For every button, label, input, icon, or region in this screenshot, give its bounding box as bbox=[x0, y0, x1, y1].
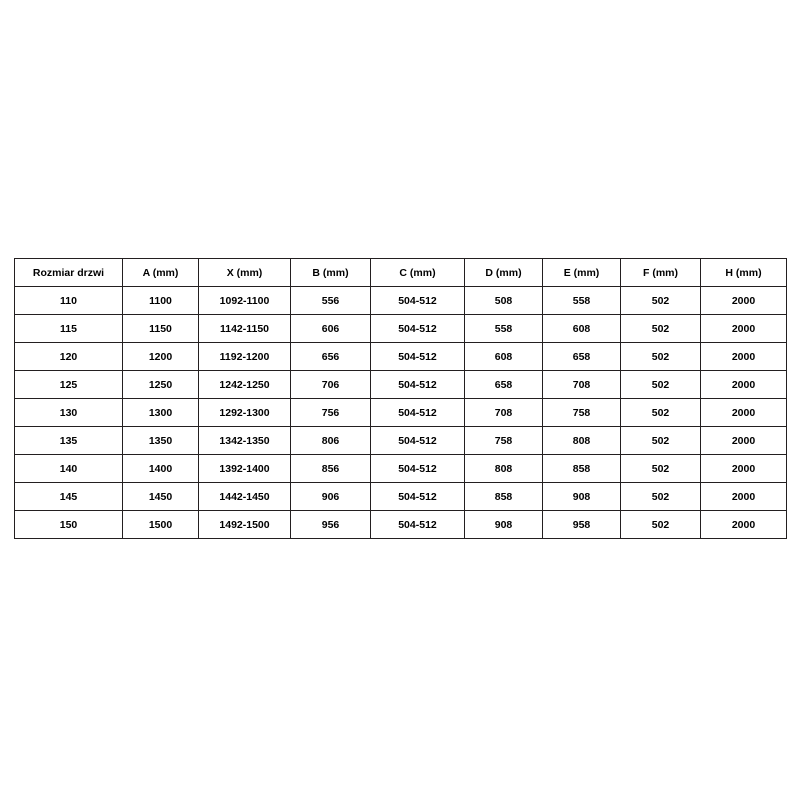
cell-c: 504-512 bbox=[371, 427, 465, 455]
cell-h: 2000 bbox=[701, 455, 787, 483]
cell-d: 808 bbox=[465, 455, 543, 483]
cell-f: 502 bbox=[621, 315, 701, 343]
table-row bbox=[15, 399, 787, 427]
cell-b: 856 bbox=[291, 455, 371, 483]
cell-c: 504-512 bbox=[371, 371, 465, 399]
cell-d: 608 bbox=[465, 343, 543, 371]
cell-h: 2000 bbox=[701, 511, 787, 539]
cell-x: 1142-1150 bbox=[199, 315, 291, 343]
cell-e: 808 bbox=[543, 427, 621, 455]
cell-b: 956 bbox=[291, 511, 371, 539]
cell-x: 1292-1300 bbox=[199, 399, 291, 427]
cell-e: 758 bbox=[543, 399, 621, 427]
cell-d: 708 bbox=[465, 399, 543, 427]
cell-f: 502 bbox=[621, 427, 701, 455]
cell-e: 558 bbox=[543, 287, 621, 315]
table-row bbox=[15, 315, 787, 343]
cell-f: 502 bbox=[621, 371, 701, 399]
table-row bbox=[15, 511, 787, 539]
cell-a: 1250 bbox=[123, 371, 199, 399]
cell-f: 502 bbox=[621, 399, 701, 427]
cell-door-size: 140 bbox=[15, 455, 123, 483]
cell-x: 1392-1400 bbox=[199, 455, 291, 483]
cell-c: 504-512 bbox=[371, 511, 465, 539]
cell-x: 1442-1450 bbox=[199, 483, 291, 511]
door-size-spec-table bbox=[14, 258, 787, 539]
table-row bbox=[15, 343, 787, 371]
cell-c: 504-512 bbox=[371, 455, 465, 483]
cell-door-size: 130 bbox=[15, 399, 123, 427]
cell-a: 1350 bbox=[123, 427, 199, 455]
table-row bbox=[15, 427, 787, 455]
column-header-f: F (mm) bbox=[621, 259, 701, 287]
spec-table-container bbox=[14, 258, 786, 539]
cell-b: 656 bbox=[291, 343, 371, 371]
cell-h: 2000 bbox=[701, 483, 787, 511]
cell-a: 1100 bbox=[123, 287, 199, 315]
cell-h: 2000 bbox=[701, 343, 787, 371]
cell-a: 1500 bbox=[123, 511, 199, 539]
cell-b: 806 bbox=[291, 427, 371, 455]
table-row bbox=[15, 371, 787, 399]
cell-b: 756 bbox=[291, 399, 371, 427]
cell-c: 504-512 bbox=[371, 287, 465, 315]
column-header-door-size: Rozmiar drzwi bbox=[15, 259, 123, 287]
cell-c: 504-512 bbox=[371, 315, 465, 343]
cell-c: 504-512 bbox=[371, 483, 465, 511]
cell-h: 2000 bbox=[701, 427, 787, 455]
cell-h: 2000 bbox=[701, 371, 787, 399]
cell-door-size: 145 bbox=[15, 483, 123, 511]
cell-b: 606 bbox=[291, 315, 371, 343]
column-header-h: H (mm) bbox=[701, 259, 787, 287]
cell-e: 658 bbox=[543, 343, 621, 371]
cell-c: 504-512 bbox=[371, 343, 465, 371]
cell-e: 858 bbox=[543, 455, 621, 483]
column-header-c: C (mm) bbox=[371, 259, 465, 287]
cell-d: 758 bbox=[465, 427, 543, 455]
column-header-a: A (mm) bbox=[123, 259, 199, 287]
table-row bbox=[15, 287, 787, 315]
cell-f: 502 bbox=[621, 287, 701, 315]
cell-e: 908 bbox=[543, 483, 621, 511]
cell-b: 706 bbox=[291, 371, 371, 399]
cell-e: 958 bbox=[543, 511, 621, 539]
cell-d: 558 bbox=[465, 315, 543, 343]
cell-d: 908 bbox=[465, 511, 543, 539]
cell-d: 858 bbox=[465, 483, 543, 511]
cell-door-size: 150 bbox=[15, 511, 123, 539]
cell-a: 1400 bbox=[123, 455, 199, 483]
cell-d: 508 bbox=[465, 287, 543, 315]
cell-h: 2000 bbox=[701, 315, 787, 343]
cell-a: 1300 bbox=[123, 399, 199, 427]
cell-b: 906 bbox=[291, 483, 371, 511]
cell-door-size: 110 bbox=[15, 287, 123, 315]
column-header-e: E (mm) bbox=[543, 259, 621, 287]
cell-h: 2000 bbox=[701, 287, 787, 315]
cell-e: 608 bbox=[543, 315, 621, 343]
cell-c: 504-512 bbox=[371, 399, 465, 427]
cell-x: 1242-1250 bbox=[199, 371, 291, 399]
table-header bbox=[15, 259, 787, 287]
table-row bbox=[15, 483, 787, 511]
cell-b: 556 bbox=[291, 287, 371, 315]
cell-h: 2000 bbox=[701, 399, 787, 427]
cell-door-size: 125 bbox=[15, 371, 123, 399]
cell-a: 1200 bbox=[123, 343, 199, 371]
cell-a: 1450 bbox=[123, 483, 199, 511]
cell-f: 502 bbox=[621, 511, 701, 539]
cell-e: 708 bbox=[543, 371, 621, 399]
cell-d: 658 bbox=[465, 371, 543, 399]
cell-x: 1342-1350 bbox=[199, 427, 291, 455]
cell-f: 502 bbox=[621, 343, 701, 371]
table-body bbox=[15, 287, 787, 539]
cell-door-size: 135 bbox=[15, 427, 123, 455]
cell-x: 1492-1500 bbox=[199, 511, 291, 539]
table-row bbox=[15, 455, 787, 483]
cell-f: 502 bbox=[621, 483, 701, 511]
table-header-row bbox=[15, 259, 787, 287]
column-header-d: D (mm) bbox=[465, 259, 543, 287]
cell-x: 1092-1100 bbox=[199, 287, 291, 315]
cell-x: 1192-1200 bbox=[199, 343, 291, 371]
column-header-x: X (mm) bbox=[199, 259, 291, 287]
cell-f: 502 bbox=[621, 455, 701, 483]
cell-a: 1150 bbox=[123, 315, 199, 343]
cell-door-size: 120 bbox=[15, 343, 123, 371]
column-header-b: B (mm) bbox=[291, 259, 371, 287]
cell-door-size: 115 bbox=[15, 315, 123, 343]
